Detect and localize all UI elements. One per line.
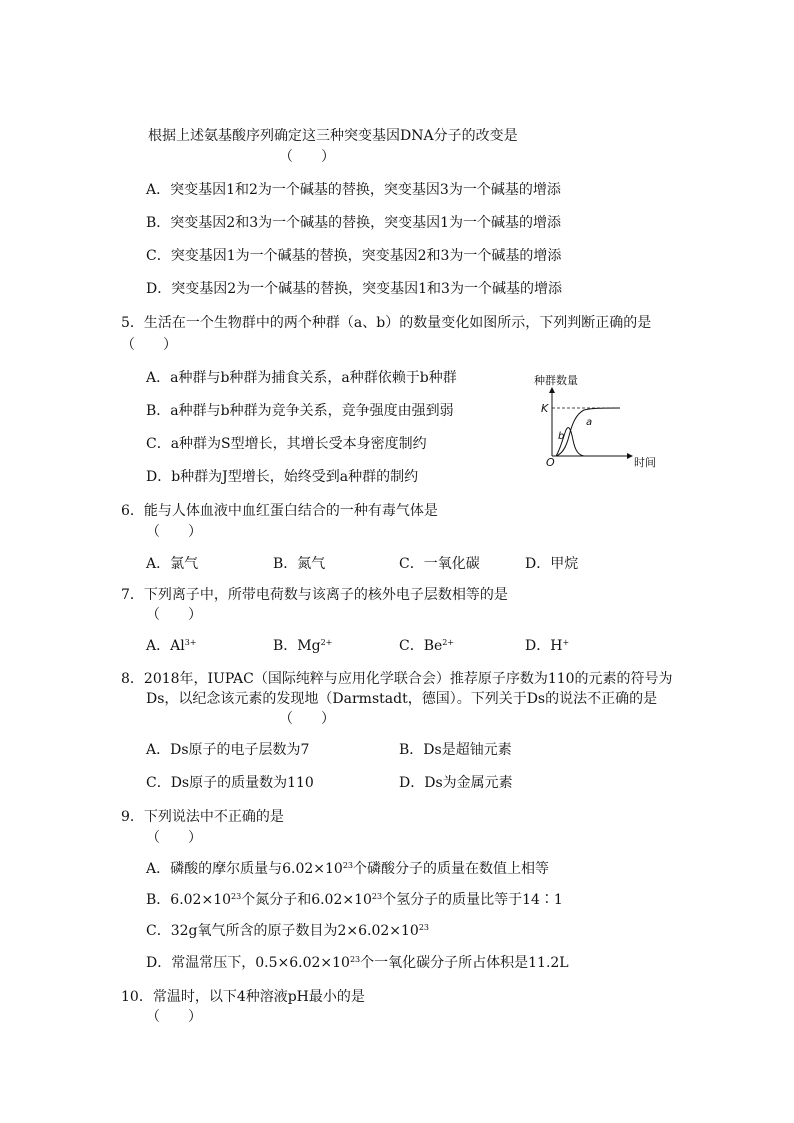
graph-y-axis-label: 种群数量 bbox=[534, 374, 578, 387]
q8-option-a: A．Ds原子的电子层数为7 bbox=[146, 742, 310, 758]
q5-answer-paren: （ ） bbox=[121, 337, 177, 353]
q4-option-c: C．突变基因1为一个碱基的替换，突变基因2和3为一个碱基的增添 bbox=[146, 248, 562, 264]
q8-option-b: B．Ds是超铀元素 bbox=[399, 742, 512, 758]
population-growth-graph bbox=[532, 370, 662, 470]
q6-option-c: C．一氧化碳 bbox=[399, 556, 480, 572]
q4-option-a: A．突变基因1和2为一个碱基的替换，突变基因3为一个碱基的增添 bbox=[146, 182, 561, 198]
q8-stem-line1: 8．2018年，IUPAC（国际纯粹与应用化学联合会）推荐原子序数为110的元素的符号为 bbox=[121, 671, 673, 687]
q4-answer-paren: （ ） bbox=[279, 149, 335, 165]
q7-stem: 7．下列离子中，所带电荷数与该离子的核外电子层数相等的是 bbox=[121, 587, 508, 603]
q4-stem: 根据上述氨基酸序列确定这三种突变基因DNA分子的改变是 bbox=[148, 128, 518, 144]
q8-stem-line2: Ds，以纪念该元素的发现地（Darmstadt，德国）。下列关于Ds的说法不正确的是 bbox=[146, 691, 658, 707]
q5-option-b: B．a种群与b种群为竞争关系，竞争强度由强到弱 bbox=[146, 403, 454, 419]
q10-stem: 10．常温时，以下4种溶液pH最小的是 bbox=[121, 989, 365, 1005]
q6-option-a: A．氯气 bbox=[146, 556, 199, 572]
q10-answer-paren: （ ） bbox=[146, 1009, 202, 1025]
graph-origin-label: O bbox=[546, 456, 555, 469]
q9-stem: 9．下列说法中不正确的是 bbox=[121, 809, 284, 825]
q4-option-b: B．突变基因2和3为一个碱基的替换，突变基因1为一个碱基的增添 bbox=[146, 215, 562, 231]
q8-option-c: C．Ds原子的质量数为110 bbox=[146, 775, 314, 791]
q8-option-d: D．Ds为金属元素 bbox=[399, 775, 513, 791]
q9-option-b: B．$6.02\times 10^{23}$个氮分子和$6.02\times 10^{23}$个氢分子的质量比等于14∶1 bbox=[146, 892, 563, 908]
q9-option-a: A．磷酸的摩尔质量与$6.02\times 10^{23}$个磷酸分子的质量在数值上相等 bbox=[146, 861, 550, 877]
graph-x-axis-label: 时间 bbox=[634, 456, 656, 469]
q7-option-a: A．$Al^{3+}$ bbox=[146, 638, 197, 654]
q8-answer-paren: （ ） bbox=[279, 711, 335, 727]
graph-curve-b-label: b bbox=[558, 431, 565, 442]
q9-option-d: D．常温常压下，$0.5\times 6.02\times 10^{23}$个一氧化碳分子所占体积是11.2L bbox=[146, 955, 569, 971]
graph-curve-a-label: a bbox=[586, 417, 593, 428]
q4-option-d: D．突变基因2为一个碱基的替换，突变基因1和3为一个碱基的增添 bbox=[146, 281, 562, 297]
q5-stem: 5．生活在一个生物群中的两个种群（a、b）的数量变化如图所示，下列判断正确的是 bbox=[121, 315, 652, 331]
graph-k-label: K bbox=[541, 402, 549, 415]
q6-answer-paren: （ ） bbox=[146, 524, 202, 540]
q6-option-b: B．氮气 bbox=[273, 556, 326, 572]
q7-option-d: D．H+ bbox=[525, 638, 570, 654]
q5-option-a: A．a种群与b种群为捕食关系，a种群依赖于b种群 bbox=[146, 370, 457, 386]
q7-option-c: C．$Be^{2+}$ bbox=[399, 638, 455, 654]
q5-option-d: D．b种群为J型增长，始终受到a种群的制约 bbox=[146, 469, 419, 485]
q6-option-d: D．甲烷 bbox=[525, 556, 579, 572]
q9-option-c: C．32g氧气所含的原子数目为$2\times 6.02\times 10^{23}$ bbox=[146, 923, 430, 939]
q7-option-b: B．$Mg^{2+}$ bbox=[273, 638, 333, 654]
q5-option-c: C．a种群为S型增长，其增长受本身密度制约 bbox=[146, 436, 427, 452]
q9-answer-paren: （ ） bbox=[146, 830, 202, 846]
q6-stem: 6．能与人体血液中血红蛋白结合的一种有毒气体是 bbox=[121, 503, 438, 519]
q7-answer-paren: （ ） bbox=[146, 607, 202, 623]
